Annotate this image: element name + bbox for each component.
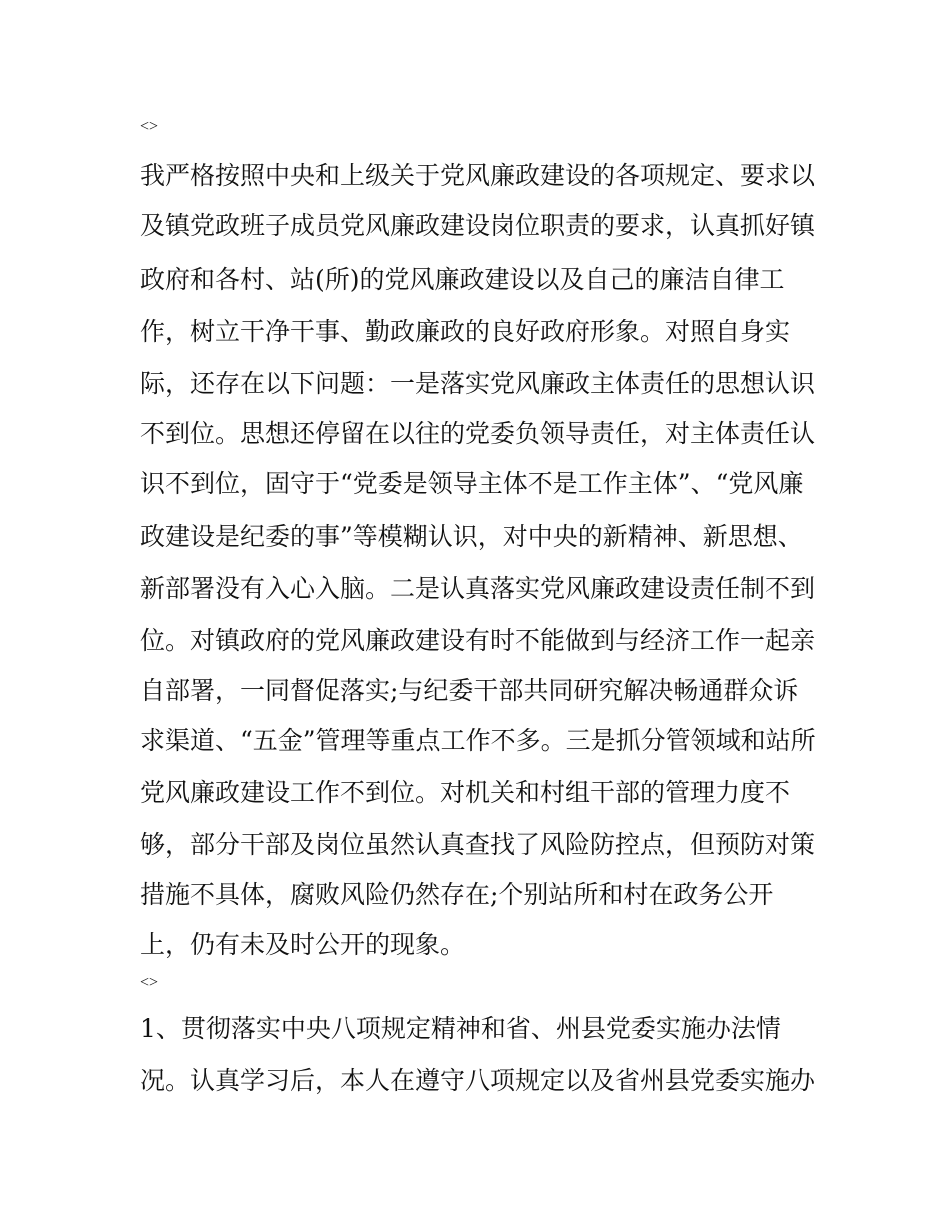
paragraph-1-line-10: 位。对镇政府的党风廉政建设有时不能做到与经济工作一起亲: [140, 626, 816, 655]
paragraph-1-line-16: 上，仍有未及时公开的现象。: [140, 930, 466, 959]
paragraph-1-line-15: 措施不具体，腐败风险仍然存在;个别站所和村在政务公开: [140, 880, 774, 909]
paragraph-1-line-2: 及镇党政班子成员党风廉政建设岗位职责的要求，认真抓好镇: [140, 211, 816, 240]
section-marker-top: <>: [140, 118, 159, 135]
paragraph-1-line-12: 求渠道、“五金”管理等重点工作不多。三是抓分管领域和站所: [140, 726, 816, 755]
paragraph-1-line-4: 作，树立干净干事、勤政廉政的良好政府形象。对照自身实: [140, 317, 791, 346]
paragraph-1-line-3: 政府和各村、站(所)的党风廉政建设以及自己的廉洁自律工: [140, 265, 785, 294]
paragraph-1-line-7: 识不到位，固守于“党委是领导主体不是工作主体”、“党风廉: [140, 469, 804, 498]
paragraph-2-line-2: 况。认真学习后，本人在遵守八项规定以及省州县党委实施办: [140, 1066, 816, 1095]
paragraph-2-line-1: 1、贯彻落实中央八项规定精神和省、州县党委实施办法情: [140, 1014, 781, 1043]
paragraph-1-line-6: 不到位。思想还停留在以往的党委负领导责任，对主体责任认: [140, 419, 816, 448]
paragraph-1-line-11: 自部署，一同督促落实;与纪委干部共同研究解决畅通群众诉: [140, 676, 799, 705]
section-marker-middle: <>: [140, 974, 159, 991]
paragraph-1-line-14: 够，部分干部及岗位虽然认真查找了风险防控点，但预防对策: [140, 830, 816, 859]
paragraph-1-line-13: 党风廉政建设工作不到位。对机关和村组干部的管理力度不: [140, 778, 791, 807]
paragraph-1-line-1: 我严格按照中央和上级关于党风廉政建设的各项规定、要求以: [140, 161, 816, 190]
paragraph-1-line-5: 际，还存在以下问题：一是落实党风廉政主体责任的思想认识: [140, 369, 816, 398]
paragraph-1-line-9: 新部署没有入心入脑。二是认真落实党风廉政建设责任制不到: [140, 574, 816, 603]
paragraph-1-line-8: 政建设是纪委的事”等模糊认识，对中央的新精神、新思想、: [140, 522, 803, 551]
